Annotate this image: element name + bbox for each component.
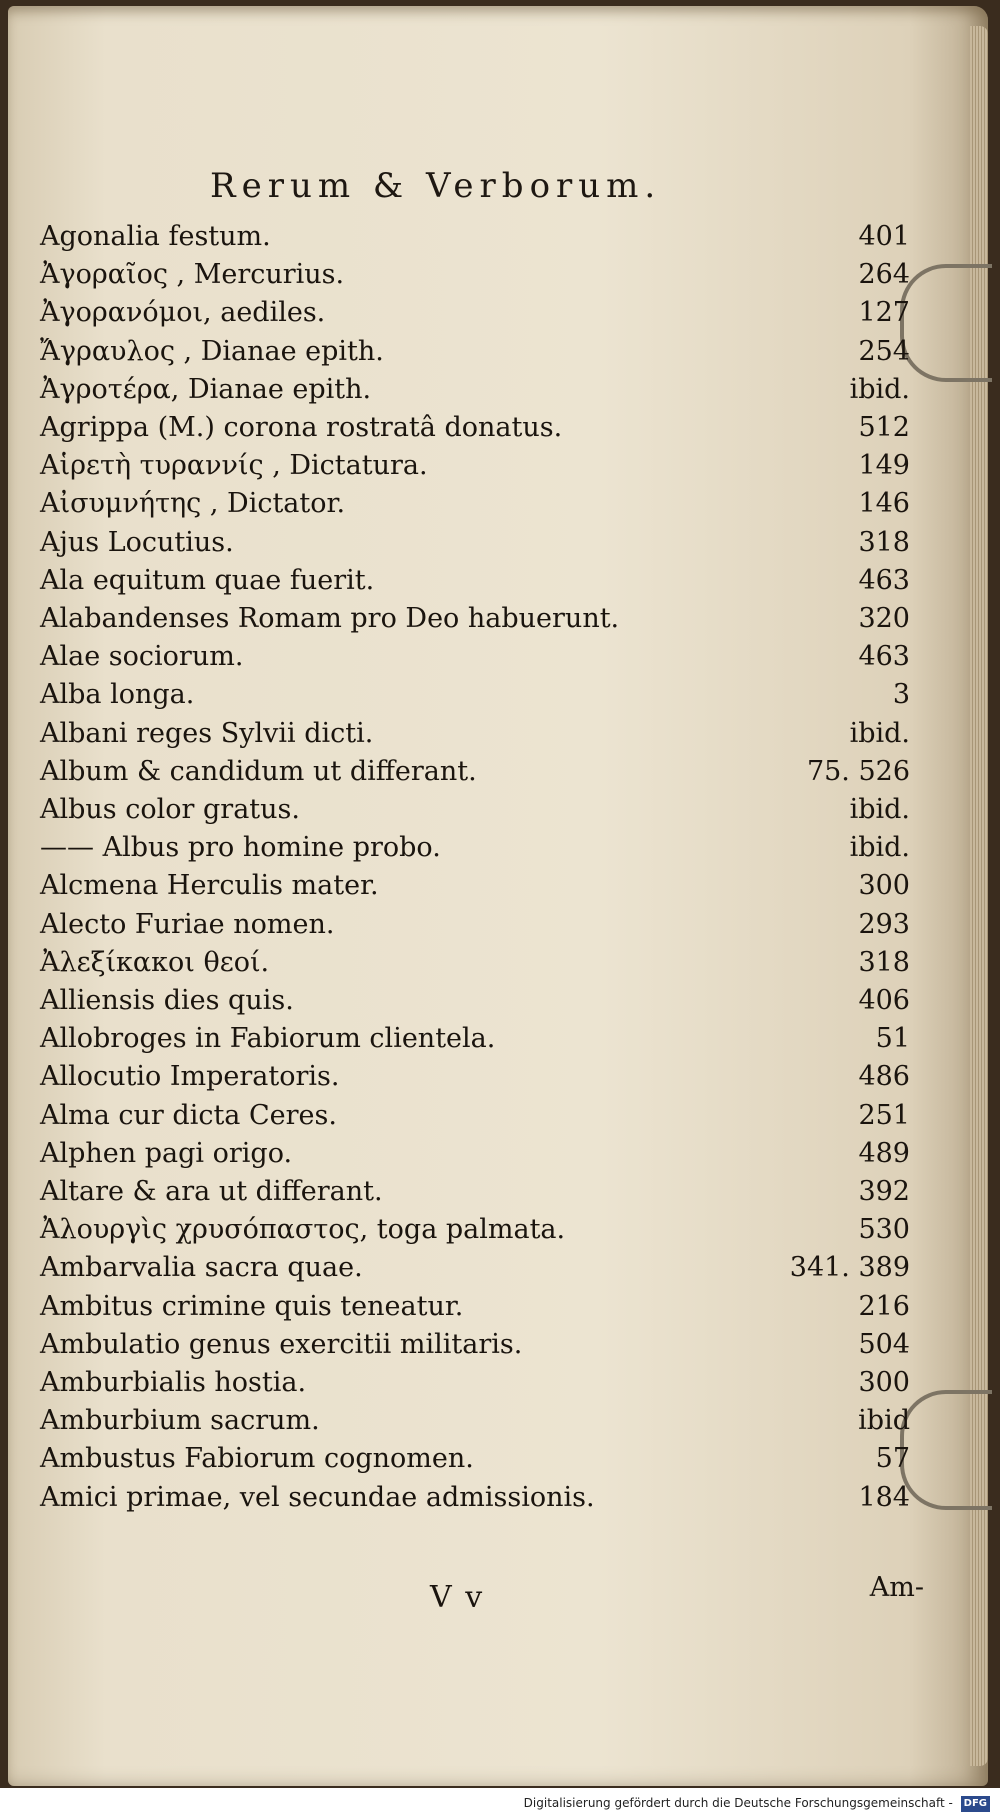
index-entry	[40, 1479, 910, 1517]
entry-term: Albani reges Sylvii dicti.	[40, 717, 374, 749]
index-entry	[40, 1173, 910, 1211]
entry-term: Allocutio Imperatoris.	[40, 1061, 340, 1093]
index-entry	[40, 1020, 910, 1058]
entry-term: Album & candidum ut differant.	[40, 755, 477, 787]
index-entry	[40, 485, 910, 523]
index-entry	[40, 715, 910, 753]
index-entry	[40, 1364, 910, 1402]
index-entry	[40, 447, 910, 485]
entry-page-ref: 300	[858, 870, 910, 902]
index-entry	[40, 906, 910, 944]
entry-term: Ala equitum quae fuerit.	[40, 564, 375, 596]
entry-page-ref: 463	[858, 641, 910, 673]
entry-page-ref: 149	[858, 450, 910, 482]
index-entry	[40, 1058, 910, 1096]
entry-page-ref: 318	[858, 526, 910, 558]
index-entry	[40, 982, 910, 1020]
index-entry	[40, 944, 910, 982]
entry-page-ref: ibid.	[849, 794, 910, 825]
entry-term: Alphen pagi origo.	[40, 1137, 293, 1169]
index-entry	[40, 218, 910, 256]
entry-page-ref: 251	[858, 1099, 910, 1131]
entry-page-ref: 264	[858, 259, 910, 291]
digitization-footer	[0, 1788, 1000, 1818]
entry-term: Αἱρετὴ τυραννίς , Dictatura.	[40, 450, 428, 482]
entry-page-ref: 3	[892, 679, 910, 711]
entry-term: Alecto Furiae nomen.	[40, 908, 335, 940]
index-entry	[40, 409, 910, 447]
entry-term: Alliensis dies quis.	[40, 985, 294, 1016]
entry-term: Amburbialis hostia.	[40, 1367, 307, 1398]
entry-term: Ambitus crimine quis teneatur.	[40, 1290, 464, 1322]
entry-page-ref: 341. 389	[789, 1252, 910, 1284]
entry-term: Ἀγορανόμοι, aediles.	[40, 297, 326, 329]
index-entry	[40, 1288, 910, 1326]
entry-page-ref: 320	[858, 603, 910, 634]
entry-term: Alma cur dicta Ceres.	[40, 1099, 337, 1131]
entry-page-ref: 57	[875, 1443, 910, 1475]
dfg-logo: DFG	[961, 1796, 990, 1812]
entry-term: Amburbium sacrum.	[40, 1405, 320, 1437]
entry-page-ref: 300	[858, 1367, 910, 1398]
index-entry	[40, 562, 910, 600]
entry-term: —— Albus pro homine probo.	[40, 832, 441, 864]
entry-page-ref: ibid.	[849, 373, 910, 405]
entry-term: Αἰσυμνήτης , Dictator.	[40, 488, 346, 520]
entry-term: Ambustus Fabiorum cognomen.	[40, 1443, 474, 1475]
index-entry	[40, 256, 910, 294]
index-entry	[40, 600, 910, 638]
entry-term: Ambulatio genus exercitii militaris.	[40, 1328, 523, 1360]
entry-term: Ἄγραυλος , Dianae epith.	[40, 335, 384, 367]
entry-page-ref: ibid	[858, 1405, 910, 1437]
entry-term: Albus color gratus.	[40, 794, 300, 825]
entry-term: Agonalia festum.	[40, 221, 271, 252]
entry-page-ref: 127	[858, 297, 910, 329]
index-entry	[40, 753, 910, 791]
entry-page-ref: 486	[858, 1061, 910, 1093]
index-entry	[40, 294, 910, 332]
entry-term: Alcmena Herculis mater.	[40, 870, 379, 902]
entry-page-ref: 254	[858, 335, 910, 367]
index-entry	[40, 638, 910, 676]
index-entry	[40, 1135, 910, 1173]
entry-page-ref: 512	[858, 412, 910, 443]
entry-page-ref: 406	[858, 985, 910, 1016]
index-entry	[40, 524, 910, 562]
entry-page-ref: 51	[875, 1023, 910, 1055]
entry-term: Ἀλουργὶς χρυσόπαστος, toga palmata.	[40, 1214, 566, 1246]
entry-page-ref: ibid.	[849, 832, 910, 864]
index-entry	[40, 676, 910, 714]
index-entry	[40, 1326, 910, 1364]
entry-term: Alabandenses Romam pro Deo habuerunt.	[40, 603, 620, 634]
index-entry	[40, 791, 910, 829]
entry-page-ref: 392	[858, 1176, 910, 1207]
entry-term: Ajus Locutius.	[40, 526, 234, 558]
signature-mark: V v	[430, 1580, 485, 1615]
entry-page-ref: ibid.	[849, 717, 910, 749]
footer-text: Digitalisierung gefördert durch die Deutsche Forschungsgemeinschaft -	[523, 1796, 953, 1810]
entry-page-ref: 489	[858, 1137, 910, 1169]
entry-term: Alae sociorum.	[40, 641, 244, 673]
binding-clip-bottom	[900, 1390, 992, 1510]
index-entry	[40, 1097, 910, 1135]
entry-page-ref: 530	[858, 1214, 910, 1246]
entry-term: Agrippa (M.) corona rostratâ donatus.	[40, 412, 563, 443]
index-entry	[40, 1402, 910, 1440]
index-entry	[40, 867, 910, 905]
binding-clip-top	[900, 264, 992, 382]
entry-term: Ἀγροτέρα, Dianae epith.	[40, 373, 372, 405]
index-entry	[40, 1211, 910, 1249]
entry-page-ref: 184	[858, 1481, 910, 1513]
entry-page-ref: 463	[858, 564, 910, 596]
entry-page-ref: 75. 526	[806, 755, 910, 787]
index-entry	[40, 371, 910, 409]
index-entry	[40, 333, 910, 371]
entry-term: Altare & ara ut differant.	[40, 1176, 383, 1207]
entry-page-ref: 293	[858, 908, 910, 940]
catchword: Am-	[869, 1572, 924, 1603]
entry-term: Amici primae, vel secundae admissionis.	[40, 1481, 595, 1513]
entry-term: Ambarvalia sacra quae.	[40, 1252, 363, 1284]
entry-term: Ἀγοραῖος , Mercurius.	[40, 259, 345, 291]
entry-term: Ἀλεξίκακοι θεοί.	[40, 946, 270, 978]
entry-term: Allobroges in Fabiorum clientela.	[40, 1023, 496, 1055]
entry-term: Alba longa.	[40, 679, 195, 711]
index-entry	[40, 829, 910, 867]
entry-page-ref: 146	[858, 488, 910, 520]
entry-page-ref: 318	[858, 946, 910, 978]
entry-page-ref: 401	[858, 221, 910, 252]
index-entry	[40, 1249, 910, 1287]
index-entry	[40, 1440, 910, 1478]
entry-page-ref: 504	[858, 1328, 910, 1360]
entry-page-ref: 216	[858, 1290, 910, 1322]
page-header: Rerum & Verborum.	[210, 166, 662, 206]
